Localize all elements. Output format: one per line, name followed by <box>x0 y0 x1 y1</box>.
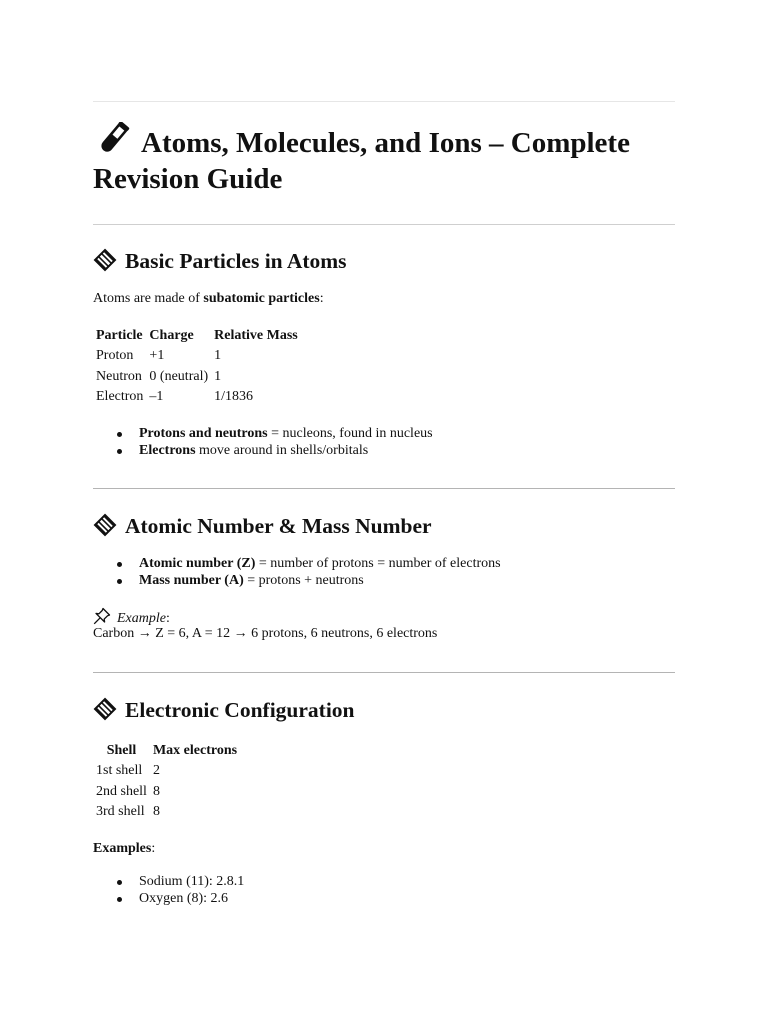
table-row <box>93 346 301 367</box>
intro-colon: : <box>319 291 324 306</box>
list-item-text: = number of protons = number of electrons <box>255 556 501 571</box>
list-item-bold: Protons and neutrons <box>139 426 268 441</box>
section-heading-text: Electronic Configuration <box>125 698 355 722</box>
particle-table <box>93 326 301 408</box>
section-heading-basic-particles <box>93 247 347 275</box>
table-cell: 3rd shell <box>96 804 145 820</box>
table-cell: 0 (neutral) <box>149 368 209 384</box>
table-header-cell: Max electrons <box>152 743 238 758</box>
list-item-text: = nucleons, found in nucleus <box>267 426 433 441</box>
table-cell: Neutron <box>96 368 142 384</box>
list-item <box>93 555 501 572</box>
table-header-row <box>93 326 301 346</box>
table-header-cell: Particle <box>96 328 143 343</box>
table-cell: 1 <box>214 348 222 364</box>
section-heading-atomic-number <box>93 512 432 540</box>
list-item-bold: Mass number (A) <box>139 573 244 588</box>
divider <box>93 101 675 102</box>
section-heading-electronic-configuration <box>93 696 355 724</box>
pushpin-icon <box>93 607 111 625</box>
page-title-text: Atoms, Molecules, and Ions – Complete Revision Guide <box>93 127 630 195</box>
table-row <box>93 761 240 782</box>
divider <box>93 488 675 489</box>
table-header-cell: Shell <box>106 743 137 758</box>
table-cell: 1st shell <box>96 763 143 779</box>
list-item-bold: Electrons <box>139 443 196 458</box>
example-text: Carbon → Z = 6, A = 12 → 6 protons, 6 neutrons, 6 electrons <box>93 626 438 641</box>
list-item-text: = protons + neutrons <box>243 573 364 588</box>
list-item <box>93 425 433 442</box>
intro-paragraph <box>93 290 324 308</box>
example-label: Example <box>117 611 166 626</box>
page-title <box>93 122 693 197</box>
intro-text: Atoms are made of <box>93 291 204 306</box>
table-cell: 1/1836 <box>214 389 254 405</box>
examples-colon: : <box>151 841 156 856</box>
list-item <box>93 442 433 459</box>
table-cell: Proton <box>96 348 134 364</box>
atomic-number-list <box>93 555 501 589</box>
intro-bold-text: subatomic particles <box>203 291 320 306</box>
particle-notes-list <box>93 425 433 459</box>
diamond-icon <box>93 513 117 537</box>
divider <box>93 672 675 673</box>
table-header-cell: Charge <box>149 328 194 343</box>
section-heading-text: Basic Particles in Atoms <box>125 249 347 273</box>
section-heading-text: Atomic Number & Mass Number <box>125 514 432 538</box>
table-cell: –1 <box>149 389 164 405</box>
table-cell: 1 <box>214 368 222 384</box>
list-item-text: move around in shells/orbitals <box>195 443 369 458</box>
table-cell: 2nd shell <box>96 783 147 799</box>
examples-label: Examples <box>93 841 152 856</box>
example-colon: : <box>165 611 170 626</box>
test-tube-icon <box>93 122 133 156</box>
list-item: Oxygen (8): 2.6 <box>93 890 244 907</box>
list-item-bold: Atomic number (Z) <box>139 556 256 571</box>
list-item: Sodium (11): 2.8.1 <box>93 873 244 890</box>
table-row <box>93 802 240 823</box>
table-cell: +1 <box>149 348 165 364</box>
examples-label-line <box>93 840 155 858</box>
table-cell: 8 <box>152 804 160 820</box>
divider <box>93 224 675 225</box>
configuration-examples-list <box>93 873 244 907</box>
table-row <box>93 782 240 803</box>
table-cell: 2 <box>152 763 160 779</box>
list-item <box>93 572 501 589</box>
table-cell: 8 <box>152 783 160 799</box>
shell-table <box>93 741 240 823</box>
table-header-row <box>93 741 240 761</box>
table-row <box>93 387 301 408</box>
table-cell: Electron <box>96 389 144 405</box>
table-row <box>93 367 301 388</box>
diamond-icon <box>93 697 117 721</box>
diamond-icon <box>93 248 117 272</box>
table-header-cell: Relative Mass <box>214 328 298 343</box>
